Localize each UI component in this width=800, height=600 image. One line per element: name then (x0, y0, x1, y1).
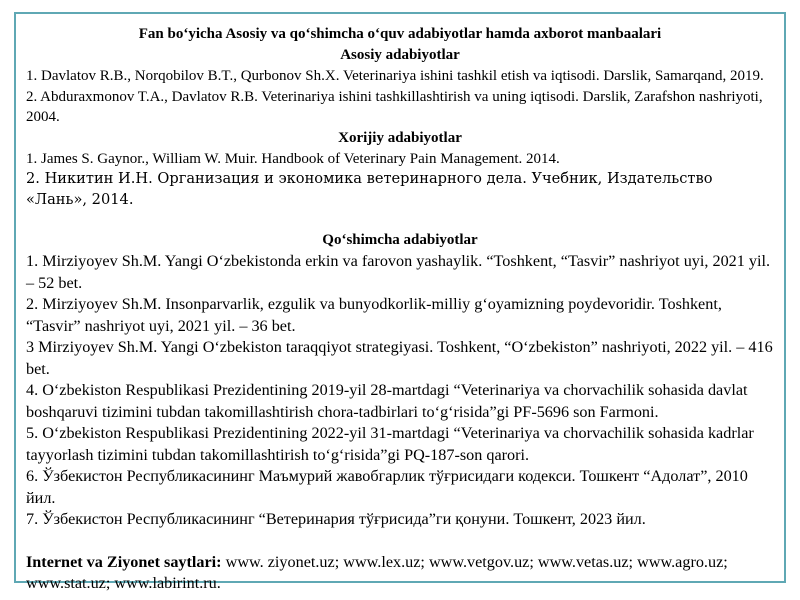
additional-literature-item-3: 3 Mirziyoyev Sh.M. Yangi O‘zbekiston taraqqiyot strategiyasi. Toshkent, “O‘zbekiston” nashriyoti, 2022 yil. – 416 bet. (26, 338, 773, 378)
additional-literature-item-2: 2. Mirziyoyev Sh.M. Insonparvarlik, ezgulik va bunyodkorlik-milliy g‘oyamizning poydevoridir. Toshkent, “Tasvir” nashriyot uyi, 2021 yil. – 36 bet. (26, 295, 722, 335)
foreign-literature-heading: Xorijiy adabiyotlar (338, 129, 462, 146)
foreign-literature-item-2: 2. Никитин И.Н. Организация и экономика ветеринарного дела. Учебник, Издательство «Лань», 2014. (26, 170, 713, 208)
additional-literature-item-5: 5. O‘zbekiston Respublikasi Prezidentining 2022-yil 31-martdagi “Veterinariya va chorvachilik sohasida kadrlar tayyorlash tizimini tubdan takomillashtirish to‘g‘risida”gi PQ-187-son qarori. (26, 424, 754, 464)
page-title: Fan bo‘yicha Asosiy va qo‘shimcha o‘quv adabiyotlar hamda axborot manbaalari (138, 26, 662, 42)
main-literature-heading: Asosiy adabiyotlar (340, 47, 460, 63)
additional-literature-item-7: 7. Ўзбекистон Республикасининг “Ветеринария тўғрисида”ги қонуни. Тошкент, 2023 йил. (26, 510, 646, 528)
main-literature-item-1: 1. Davlatov R.B., Norqobilov B.T., Qurbonov Sh.X. Veterinariya ishini tashkil etish va iqtisodi. Darslik, Samarqand, 2019. (26, 68, 764, 84)
internet-resources (26, 552, 774, 595)
additional-literature-heading: Qo‘shimcha adabiyotlar (322, 232, 478, 248)
main-literature-item-2: 2. Abduraxmonov T.A., Davlatov R.B. Veterinariya ishini tashkillashtirish va uning iqtisodi. Darslik, Zarafshon nashriyoti, 2004. (26, 88, 763, 125)
foreign-literature-item-1: 1. James S. Gaynor., William W. Muir. Handbook of Veterinary Pain Management. 2014. (26, 150, 560, 167)
additional-literature-item-6: 6. Ўзбекистон Республикасининг Маъмурий жавобгарлик тўғрисидаги кодекси. Тошкент “Адолат”, 2010 йил. (26, 467, 748, 507)
literature-panel (14, 12, 786, 592)
section-spacer (26, 531, 774, 552)
additional-literature-item-1: 1. Mirziyoyev Sh.M. Yangi O‘zbekistonda erkin va farovon yashaylik. “Toshkent, “Tasvir” nashriyot uyi, 2021 yil. – 52 bet. (26, 252, 771, 292)
internet-resources-label: Internet va Ziyonet saytlari: (26, 552, 222, 571)
internet-resources-links[interactable]: www. ziyonet.uz; www.lex.uz; www.vetgov.uz; www.vetas.uz; www.agro.uz; www.stat.uz; www.labirint.ru. (26, 552, 728, 592)
section-spacer (26, 210, 774, 230)
additional-literature-item-4: 4. O‘zbekiston Respublikasi Prezidentining 2019-yil 28-martdagi “Veterinariya va chorvachilik sohasida davlat boshqaruvi tizimini tubdan takomillashtirish chora-tadbirlari to‘g‘risida”gi PF-5696 son Farmoni. (26, 381, 748, 421)
